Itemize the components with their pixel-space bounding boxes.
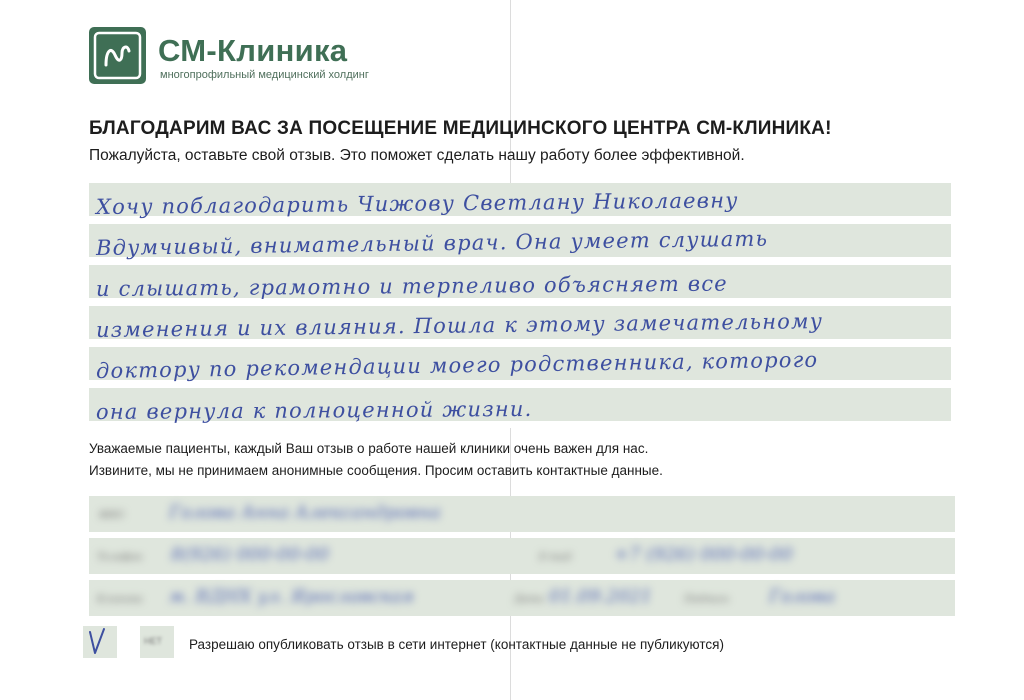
notice-text: Уважаемые пациенты, каждый Ваш отзыв о работе нашей клиники очень важен для нас.	[89, 441, 649, 456]
brand-tagline: многопрофильный медицинский холдинг	[160, 69, 369, 81]
consent-no-checkbox[interactable]	[140, 626, 174, 658]
signature-value: Голова	[769, 586, 836, 607]
date-label: Дата	[514, 594, 544, 605]
review-line: изменения и их влияния. Пошла к этому замечательному	[95, 309, 824, 342]
review-line: и слышать, грамотно и терпеливо объясняет все	[95, 271, 728, 301]
clinic-logo-icon	[89, 27, 146, 84]
clinic-label: Клиника	[97, 594, 143, 605]
form-heading: БЛАГОДАРИМ ВАС ЗА ПОСЕЩЕНИЕ МЕДИЦИНСКОГО ЦЕНТРА СМ-КЛИНИКА!	[89, 118, 832, 139]
fio-label: ФИО	[99, 510, 125, 521]
date-value: 01.09.2021	[549, 586, 653, 607]
handwritten-review	[96, 187, 1024, 433]
clinic-field-row	[89, 580, 955, 616]
signature-label: Подпись	[684, 594, 730, 605]
review-line: Хочу поблагодарить Чижову Светлану Николаевну	[95, 188, 739, 219]
email-label: Е-mail	[539, 552, 572, 563]
phone-value: 8(926) 000-00-00	[171, 544, 329, 565]
review-line: она вернула к полноценной жизни.	[95, 396, 533, 424]
consent-no-label: НЕТ	[144, 636, 162, 646]
name-field-row	[89, 496, 955, 532]
consent-text: Разрешаю опубликовать отзыв в сети интернет (контактные данные не публикуются)	[189, 637, 724, 652]
clinic-value: м. ВДНХ ул. Ярославская	[169, 586, 414, 607]
phone-label: Телефон	[97, 552, 143, 563]
consent-yes-checkbox[interactable]	[83, 626, 117, 658]
fio-value: Голова Анна Александровна	[169, 502, 441, 523]
form-subheading: Пожалуйста, оставьте свой отзыв. Это поможет сделать нашу работу более эффективной.	[89, 147, 745, 164]
review-line: Вдумчивый, внимательный врач. Она умеет слушать	[95, 226, 769, 260]
contact-details	[89, 496, 955, 616]
brand-name: СМ-Клиника	[158, 33, 348, 68]
phone-field-row	[89, 538, 955, 574]
email-value: +7 (926) 000-00-00	[614, 544, 793, 565]
review-line: доктору по рекомендации моего родственника, которого	[95, 347, 819, 383]
anonymous-notice-text: Извините, мы не принимаем анонимные сообщения. Просим оставить контактные данные.	[89, 463, 663, 478]
